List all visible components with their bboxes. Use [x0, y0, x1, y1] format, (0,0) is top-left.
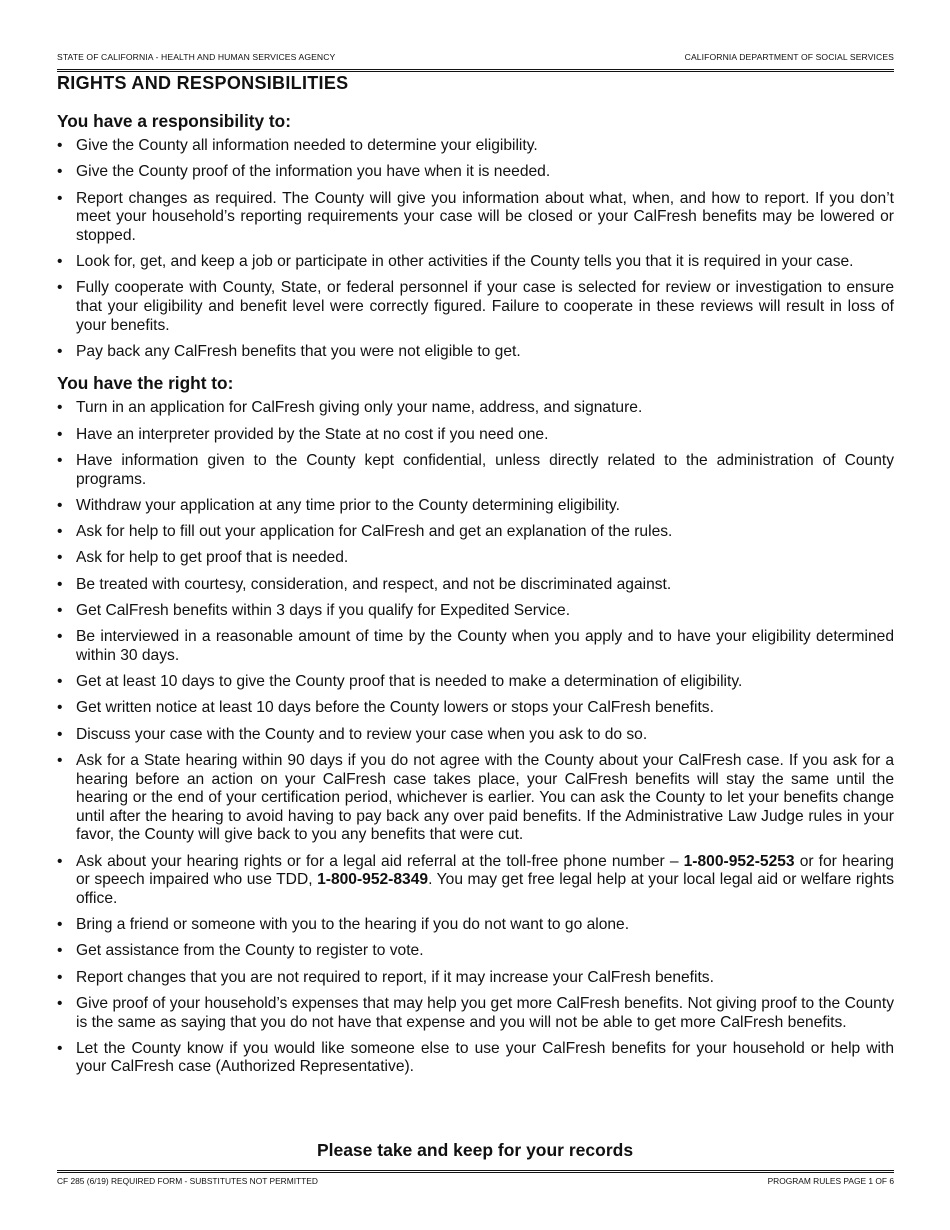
list-item-text: Be interviewed in a reasonable amount of time by the County when you apply and to have your eligibility determined within 30 days. [76, 628, 894, 664]
tdd-phone: 1-800-952-8349 [317, 871, 429, 889]
bullet-glyph: • [57, 699, 63, 717]
list-item-text: Discuss your case with the County and to review your case when you ask to do so. [76, 725, 648, 743]
header-agency: STATE OF CALIFORNIA - HEALTH AND HUMAN SERVICES AGENCY [57, 52, 336, 62]
bullet-glyph: • [57, 575, 63, 593]
bullet-glyph: • [57, 994, 63, 1012]
list-item-text: Give the County proof of the information you have when it is needed. [76, 163, 551, 181]
main-content [57, 110, 894, 1085]
header-rule-top [57, 69, 894, 70]
list-item-text: Turn in an application for CalFresh giving only your name, address, and signature. [76, 399, 643, 417]
list-item-text: Let the County know if you would like someone else to use your CalFresh benefits for your household or help with your CalFresh case (Authorized Representative). [76, 1039, 894, 1076]
rights-heading: You have the right to: [57, 373, 234, 394]
list-item [57, 190, 894, 246]
bullet-glyph: • [57, 751, 63, 769]
list-item [57, 942, 894, 961]
bullet-glyph: • [57, 189, 63, 207]
footer-rule-top [57, 1170, 894, 1171]
list-item [57, 343, 894, 362]
list-item [57, 995, 894, 1032]
footer-rule-bottom [57, 1172, 894, 1173]
bullet-glyph: • [57, 942, 63, 960]
responsibilities-heading: You have a responsibility to: [57, 111, 291, 131]
keep-records-notice: Please take and keep for your records [316, 1140, 634, 1160]
bullet-glyph: • [57, 163, 63, 181]
header-department: CALIFORNIA DEPARTMENT OF SOCIAL SERVICES [684, 52, 894, 62]
bullet-glyph: • [57, 549, 63, 567]
bullet-glyph: • [57, 451, 63, 469]
toll-free-phone: 1-800-952-5253 [683, 852, 795, 870]
list-item-text: Ask for help to get proof that is needed. [76, 549, 349, 567]
list-item-text: Have an interpreter provided by the State at no cost if you need one. [76, 425, 549, 443]
bullet-glyph: • [57, 852, 63, 870]
footer-page-number: PROGRAM RULES PAGE 1 OF 6 [767, 1176, 894, 1186]
list-item [57, 602, 894, 621]
list-item [57, 549, 894, 568]
list-item [57, 523, 894, 542]
list-item-text: Get at least 10 days to give the County proof that is needed to make a determination of eligibility. [76, 673, 743, 691]
bullet-glyph: • [57, 1039, 63, 1057]
list-item [57, 497, 894, 516]
list-item [57, 279, 894, 335]
footer-form-id: CF 285 (6/19) REQUIRED FORM - SUBSTITUTES NOT PERMITTED [57, 1176, 318, 1186]
list-item-text: Bring a friend or someone with you to the hearing if you do not want to go alone. [76, 916, 630, 934]
list-item-text: Report changes that you are not required to report, if it may increase your CalFresh benefits. [76, 968, 714, 986]
list-item-text: Get CalFresh benefits within 3 days if you qualify for Expedited Service. [76, 601, 571, 619]
bullet-glyph: • [57, 137, 63, 154]
list-item [57, 426, 894, 445]
responsibilities-list [57, 137, 894, 361]
bullet-glyph: • [57, 968, 63, 986]
list-item-text: Ask for a State hearing within 90 days if you do not agree with the County about your CalFresh case. If you ask for a hearing before an action on your CalFresh case takes place, your CalFresh benefits will stay the same until the hearing or the end of your certification period, whichever is earlier. You can ask the County to let your benefits change until after the hearing to avoid having to pay back any over paid benefits. If the Administrative Law Judge rules in your favor, the County will give back to you any benefits that were cut. [76, 751, 894, 844]
list-item-text: Give the County all information needed to determine your eligibility. [76, 137, 538, 154]
list-item-text: Ask for help to fill out your application for CalFresh and get an explanation of the rules. [76, 523, 673, 541]
list-item [57, 726, 894, 745]
list-item-text: Get assistance from the County to register to vote. [76, 942, 424, 960]
list-item [57, 916, 894, 935]
list-item-text: Withdraw your application at any time prior to the County determining eligibility. [76, 496, 621, 514]
list-item [57, 452, 894, 489]
list-item [57, 399, 894, 418]
list-item-text: Pay back any CalFresh benefits that you were not eligible to get. [76, 342, 521, 360]
bullet-glyph: • [57, 523, 63, 541]
list-item-text: Fully cooperate with County, State, or federal personnel if your case is selected for review or investigation to ensure that your eligibility and benefit level were correctly figured. Failure to cooperate in these reviews will result in loss of your benefits. [76, 279, 894, 334]
list-item-text: Give proof of your household’s expenses that may help you get more CalFresh benefits. Not giving proof to the County is the same as saying that you do not have that expense and you will not be able to get more CalFresh benefits. [76, 994, 894, 1031]
list-item [57, 253, 894, 272]
bullet-glyph: • [57, 628, 63, 646]
list-item-text: Look for, get, and keep a job or participate in other activities if the County tells you that it is required in your case. [76, 253, 854, 271]
bullet-glyph: • [57, 342, 63, 360]
list-item [57, 969, 894, 988]
list-item [57, 699, 894, 718]
bullet-glyph: • [57, 673, 63, 691]
list-item-text: Be treated with courtesy, consideration, and respect, and not be discriminated against. [76, 575, 672, 593]
list-item [57, 752, 894, 845]
bullet-glyph: • [57, 725, 63, 743]
list-item [57, 576, 894, 595]
bullet-glyph: • [57, 279, 63, 297]
rights-list [57, 399, 894, 1077]
bullet-glyph: • [57, 496, 63, 514]
bullet-glyph: • [57, 399, 63, 417]
list-item [57, 1040, 894, 1077]
list-item [57, 628, 894, 665]
page-title: RIGHTS AND RESPONSIBILITIES [57, 73, 349, 93]
list-item-text: Have information given to the County kept confidential, unless directly related to the administration of County programs. [76, 451, 894, 488]
list-item [57, 137, 894, 156]
bullet-glyph: • [57, 425, 63, 443]
page-footer [57, 1176, 894, 1188]
bullet-glyph: • [57, 253, 63, 271]
list-item [57, 163, 894, 182]
header-rule-bottom [57, 71, 894, 72]
page-header [57, 52, 894, 64]
bullet-glyph: • [57, 916, 63, 934]
list-item-text: Get written notice at least 10 days before the County lowers or stops your CalFresh benefits. [76, 699, 714, 717]
list-item-hearing-rights [57, 853, 894, 909]
hearing-text-1: Ask about your hearing rights or for a legal aid referral at the toll-free phone number – [76, 852, 684, 870]
list-item-text: Report changes as required. The County will give you information about what, when, and how to report. If you don’t meet your household’s reporting requirements your case will be closed or your CalFresh benefits may be lowered or stopped. [76, 189, 894, 244]
bullet-glyph: • [57, 601, 63, 619]
hearing-text-2: or for hearing or speech impaired who use TDD, [76, 852, 894, 889]
list-item [57, 673, 894, 692]
hearing-text-3: . You may get free legal help at your local legal aid or welfare rights office. [76, 871, 894, 907]
